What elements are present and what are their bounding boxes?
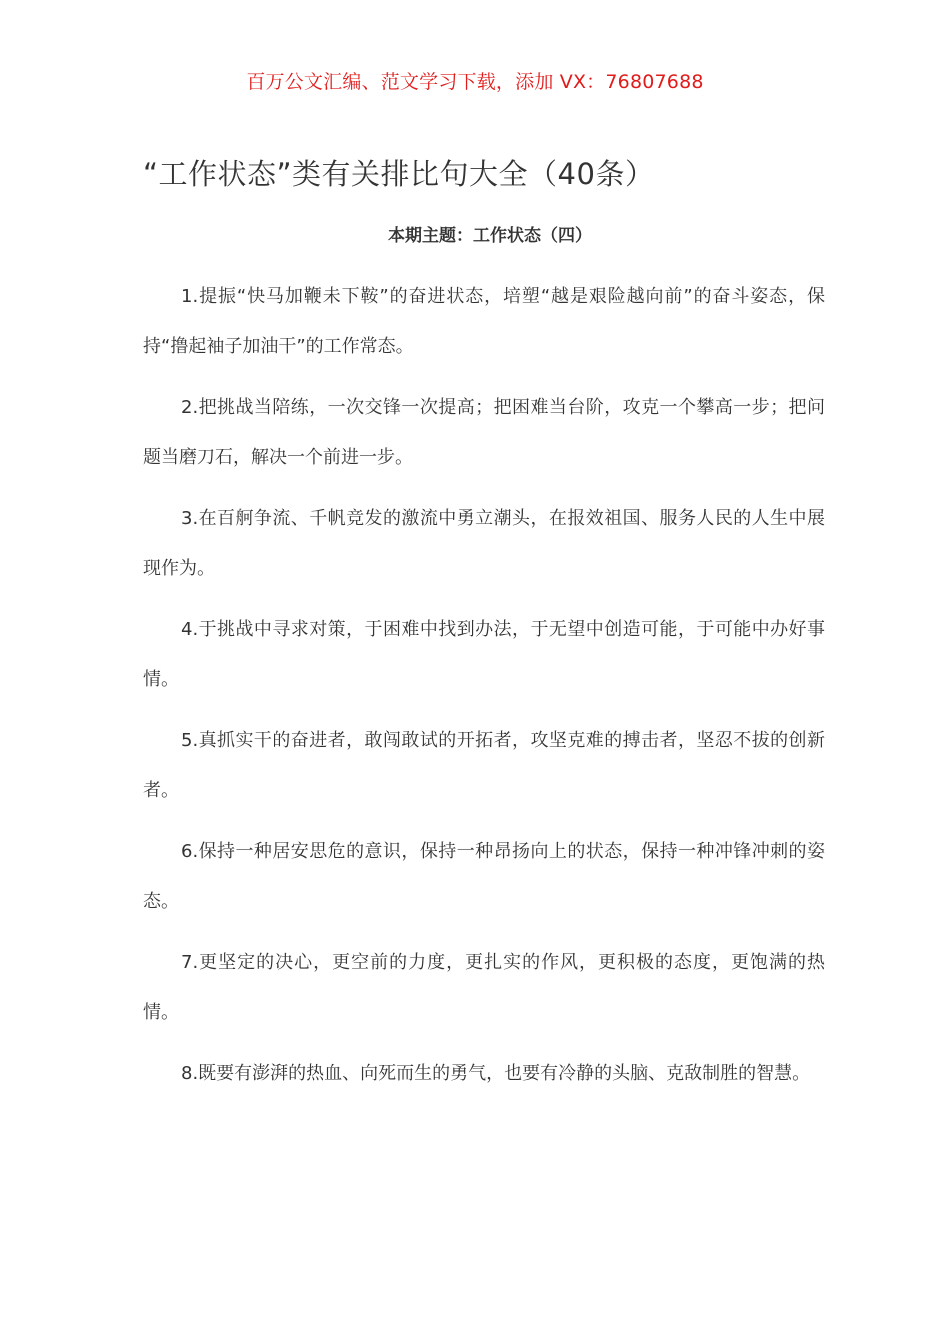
sentence-list	[143, 272, 825, 1110]
list-item: 7.更坚定的决心，更空前的力度，更扎实的作风，更积极的态度，更饱满的热情。	[143, 952, 825, 1023]
list-item: 8.既要有澎湃的热血、向死而生的勇气，也要有冷静的头脑、克敌制胜的智慧。	[181, 1063, 811, 1084]
list-item: 4.于挑战中寻求对策，于困难中找到办法，于无望中创造可能，于可能中办好事情。	[143, 619, 825, 690]
list-item: 2.把挑战当陪练，一次交锋一次提高；把困难当台阶，攻克一个攀高一步；把问题当磨刀石，解决一个前进一步。	[143, 397, 825, 468]
list-item: 6.保持一种居安思危的意识，保持一种昂扬向上的状态，保持一种冲锋冲刺的姿态。	[143, 841, 825, 912]
document-title: “工作状态”类有关排比句大全（40条）	[143, 157, 655, 191]
header-note: 百万公文汇编、范文学习下载，添加 VX：76807688	[246, 71, 704, 93]
list-item: 5.真抓实干的奋进者，敢闯敢试的开拓者，攻坚克难的搏击者，坚忍不拔的创新者。	[143, 730, 825, 801]
document-subtitle: 本期主题：工作状态（四）	[388, 226, 592, 246]
list-item: 3.在百舸争流、千帆竞发的激流中勇立潮头，在报效祖国、服务人民的人生中展现作为。	[143, 508, 825, 579]
list-item: 1.提振“快马加鞭未下鞍”的奋进状态，培塑“越是艰险越向前”的奋斗姿态，保持“撸起袖子加油干”的工作常态。	[143, 286, 825, 357]
